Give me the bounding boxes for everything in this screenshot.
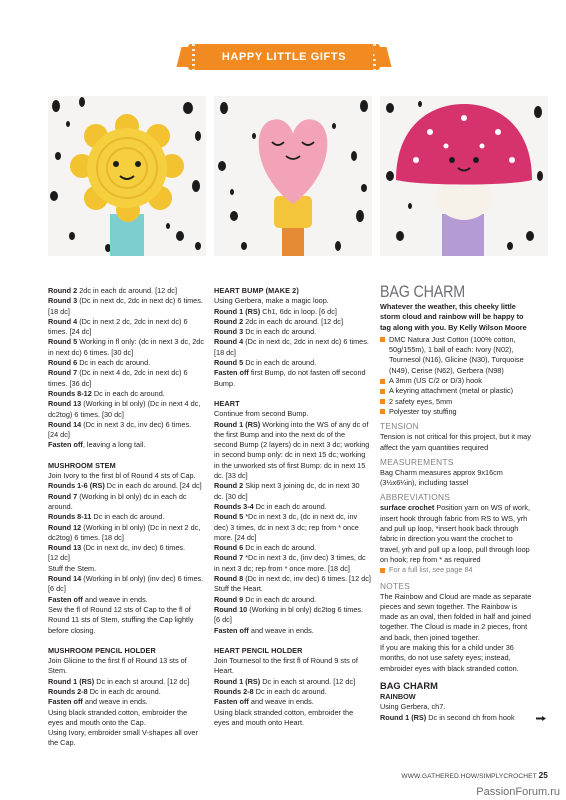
instruction-line — [214, 708, 372, 718]
instruction-line — [214, 502, 372, 512]
instruction-text: Using black stranded cotton, embroider the — [214, 707, 354, 717]
instruction-text: dc. [30 dc] — [214, 491, 248, 501]
instruction-text: Ch1, 6dc in loop. [6 dc] — [260, 306, 337, 316]
text-line: together. The Cloud is made in 2 pieces, front — [380, 622, 528, 632]
instruction-line — [48, 564, 206, 574]
instruction-line — [48, 626, 206, 636]
material-item — [380, 386, 546, 396]
text-line: (3½x6¼in), including tassel — [380, 478, 469, 488]
instruction-line — [380, 534, 546, 544]
instruction-line — [48, 738, 206, 748]
bag-charm-title: BAG CHARM — [380, 282, 465, 301]
instruction-text: and weave in ends. — [248, 697, 314, 707]
instruction-line — [214, 307, 372, 317]
instruction-label: Rounds 2-8 — [214, 686, 254, 696]
instruction-line — [214, 687, 372, 697]
instruction-text: Join Ivory to the first bl of Round 4 sts of Cap. — [48, 471, 196, 481]
instruction-text: Dc in each dc around. — [253, 686, 327, 696]
instruction-text: [6 dc] — [48, 584, 66, 594]
instruction-text: Dc in each dc around. — [243, 594, 317, 604]
instruction-line — [48, 389, 206, 399]
abbreviations-link[interactable]: For a full list, see page 84 — [380, 565, 546, 575]
instruction-line — [214, 595, 372, 605]
material-item — [380, 376, 546, 386]
measurements-heading: MEASUREMENTS — [380, 456, 454, 467]
instruction-text: Join Tournesol to the first fl of Round 9 sts of — [214, 656, 358, 666]
instruction-text: [6 dc] — [214, 615, 232, 625]
instruction-line — [214, 461, 372, 471]
instruction-text: [24 dc] — [48, 430, 70, 440]
instruction-text: (Dc in next 3 dc, inv dec) 6 times. — [81, 419, 192, 429]
instruction-line — [48, 553, 206, 563]
instruction-label: Round 1 (RS) — [214, 676, 261, 686]
instruction-text: in next dc) 6 times. [30 dc] — [48, 347, 134, 357]
spacer — [48, 451, 206, 461]
instruction-text: (Working in bl only) dc2tog 6 times. — [247, 604, 364, 614]
text-line: The Rainbow and Cloud are made as separate — [380, 591, 532, 601]
instruction-text: dc2tog) 6 times. [30 dc] — [48, 409, 124, 419]
instruction-text: and weave in ends. — [82, 697, 148, 707]
material-item — [380, 397, 546, 407]
instruction-line — [48, 605, 206, 615]
instruction-text: (Working in bl only) (inv dec) 6 times. — [81, 574, 204, 584]
instruction-line — [48, 687, 206, 697]
page-number: 25 — [538, 770, 548, 780]
instruction-line — [214, 553, 372, 563]
instruction-label: Round 7 — [214, 553, 244, 563]
instruction-label: Fasten off — [48, 440, 83, 450]
instruction-line — [48, 543, 206, 553]
instruction-text: and weave in ends. — [248, 625, 314, 635]
instruction-text: *Dc in next 3 dc, (dc in next dc, inv — [243, 512, 358, 522]
instruction-text: Working in fl only: (dc in next 3 dc, 2dc — [77, 337, 204, 347]
instruction-line — [214, 533, 372, 543]
instruction-text: *Dc in next 3 dc, (inv dec) 3 times, dc — [243, 553, 366, 563]
instruction-text: Dc in each dc around. [24 dc] — [104, 481, 202, 491]
instruction-text: fabric in direction you want the crochet to — [380, 534, 513, 544]
instruction-line — [48, 430, 206, 440]
instruction-text: second Bump (2 layers) dc in next 3 dc; working — [214, 440, 370, 450]
instruction-line — [48, 399, 206, 409]
instruction-text: more. [24 dc] — [214, 532, 257, 542]
instruction-line — [214, 409, 372, 419]
instruction-text: dec) 3 times, dc in next 3 dc; rep from * once — [214, 522, 359, 532]
instruction-line — [214, 718, 372, 728]
instruction-line — [380, 555, 546, 565]
instruction-text: Dc in each dc around. — [243, 327, 317, 337]
instruction-label: Fasten off — [48, 697, 83, 707]
instruction-line — [380, 514, 546, 524]
instruction-label: Round 8 — [214, 574, 244, 584]
instruction-line — [48, 337, 206, 347]
section-heading: HEART — [214, 398, 240, 408]
page-footer — [380, 770, 548, 780]
instruction-line — [214, 697, 372, 707]
instruction-text: (Dc in next 4 dc, 2dc in next dc) 6 — [77, 368, 188, 378]
instruction-line — [380, 702, 546, 712]
instruction-line — [48, 410, 206, 420]
instruction-line — [214, 430, 372, 440]
instruction-line — [380, 524, 546, 534]
instruction-line — [214, 450, 372, 460]
instruction-line — [48, 379, 206, 389]
instruction-line — [214, 420, 372, 430]
instruction-text: (Working in bl only) (Dc in next 4 dc, — [81, 399, 201, 409]
material-line: Tournesol (N16), Glicine (N30), Turquoise — [389, 355, 524, 365]
instruction-label: Round 1 (RS) — [48, 676, 95, 686]
instruction-text: (Dc in next dc, 2dc in next dc) 6 times. — [77, 296, 203, 306]
instruction-label: Round 1 (RS) — [214, 306, 261, 316]
instruction-text: (Dc in next dc, inv dec) 6 times. — [81, 543, 186, 553]
abbreviations-heading: ABBREVIATIONS — [380, 492, 451, 503]
footer-url[interactable]: WWW.GATHERED.HOW/SIMPLYCROCHET — [401, 773, 537, 780]
instruction-text: on hook; rep from * as required — [380, 554, 481, 564]
instruction-label: Rounds 2-8 — [48, 686, 88, 696]
instruction-label: Round 10 — [214, 604, 248, 614]
material-line: DMC Natura Just Cotton (100% cotton, — [389, 334, 516, 344]
instruction-text: Position yarn on WS of work, — [434, 503, 531, 513]
text-line: pieces and sewn together. The Rainbow is — [380, 601, 517, 611]
instruction-line — [214, 471, 372, 481]
instruction-text: times. [36 dc] — [48, 378, 92, 388]
instruction-text: Dc in each dc around. — [91, 512, 165, 522]
instruction-line — [48, 584, 206, 594]
spacer — [214, 636, 372, 646]
instruction-line — [48, 708, 206, 718]
instruction-line — [48, 440, 206, 450]
instruction-line — [48, 327, 206, 337]
instruction-line — [48, 718, 206, 728]
notes-text — [380, 592, 546, 674]
section-heading: MUSHROOM PENCIL HOLDER — [48, 645, 156, 655]
instruction-line — [214, 677, 372, 687]
tension-text — [380, 432, 546, 453]
instruction-label: Round 2 — [48, 286, 78, 295]
text-line: affect the yarn quantities required — [380, 442, 489, 452]
instruction-text: in second bump only: dc in next 15 dc; working — [214, 450, 366, 460]
instruction-text: in next 3 dc; rep from * once more. [18 dc] — [214, 563, 350, 573]
instruction-line — [214, 512, 372, 522]
instruction-line — [214, 626, 372, 636]
instruction-line — [48, 307, 206, 317]
instruction-text: and weave in ends. — [82, 594, 148, 604]
instruction-line — [48, 471, 206, 481]
continue-arrow-icon — [536, 716, 546, 721]
text-line: embroider eyes with black stranded cotton. — [380, 663, 519, 673]
text-line: Tension is not critical for this project, but it may — [380, 432, 531, 442]
column-1-pattern — [48, 286, 206, 749]
text-line: Whatever the weather, this cheeky little — [380, 302, 516, 311]
instruction-label: Round 2 — [214, 481, 244, 491]
instruction-line — [48, 502, 206, 512]
instruction-line — [380, 545, 546, 555]
instruction-label: Rounds 8-11 — [48, 512, 92, 522]
instruction-line — [214, 296, 372, 306]
instruction-line — [214, 584, 372, 594]
instruction-text: in the unworked sts of first Bump: dc in next 15 — [214, 460, 366, 470]
instruction-line — [48, 368, 206, 378]
material-item — [380, 335, 546, 376]
column-2-pattern — [214, 286, 372, 728]
instruction-line — [214, 656, 372, 666]
instruction-text: Dc in each dc around. — [253, 501, 327, 511]
instruction-line — [214, 543, 372, 553]
instruction-text: Dc in each st around. [12 dc] — [260, 676, 356, 686]
text-line: months, do not use safety eyes; instead, — [380, 653, 511, 663]
instruction-label: Fasten off — [214, 368, 249, 378]
instruction-line — [214, 317, 372, 327]
instruction-line — [48, 615, 206, 625]
instruction-line — [48, 420, 206, 430]
instruction-label: Round 3 — [48, 296, 78, 306]
materials-list — [380, 335, 546, 417]
instruction-line — [48, 533, 206, 543]
instruction-text: [18 dc] — [48, 306, 70, 316]
photo-strip — [48, 96, 548, 256]
instruction-line — [214, 574, 372, 584]
instruction-text: (Working in bl only) dc in each dc — [77, 491, 187, 501]
instruction-text: Working into the WS of any dc of — [260, 419, 369, 429]
instruction-text: 2dc in each dc around. [12 dc] — [243, 316, 343, 326]
material-line: (N49), Cerise (N62), Gerbera (N98) — [389, 365, 504, 375]
instruction-line — [214, 666, 372, 676]
instruction-text: Dc in each dc around. — [77, 358, 151, 368]
instruction-text: Round 11 sts of Stem, stuffing the Cap lightly — [48, 615, 194, 625]
instruction-text: times. [24 dc] — [48, 327, 92, 337]
material-item — [380, 407, 546, 417]
instruction-line — [48, 656, 206, 666]
instruction-line — [48, 523, 206, 533]
instruction-line — [48, 728, 206, 738]
instruction-line — [48, 697, 206, 707]
instruction-label: Round 14 — [48, 419, 82, 429]
instruction-text: and pull up loop, *insert hook back through — [380, 524, 519, 534]
instruction-line — [48, 595, 206, 605]
instruction-text: (Dc in next dc, inv dec) 6 times. [12 dc] — [243, 574, 371, 584]
measurements-text — [380, 468, 546, 489]
instruction-text: 2dc in each dc around. [12 dc] — [77, 286, 177, 295]
section-heading: HEART PENCIL HOLDER — [214, 645, 303, 655]
material-line: 2 safety eyes, 5mm — [389, 396, 453, 406]
instruction-label: Round 1 (RS) — [214, 419, 261, 429]
heart-pencil-topper-photo — [214, 96, 372, 256]
instruction-label: Round 2 — [214, 316, 244, 326]
instruction-text: Heart. — [214, 666, 234, 676]
rainbow-heading: RAINBOW — [380, 691, 416, 701]
instruction-label: Round 5 — [214, 358, 244, 368]
instruction-line — [380, 713, 546, 723]
instruction-label: Rounds 1-6 (RS) — [48, 481, 105, 491]
instruction-label: Round 13 — [48, 543, 82, 553]
sun-pencil-topper-photo — [48, 96, 206, 256]
pattern-heading: BAG CHARM — [380, 680, 438, 691]
material-line: A keyring attachment (metal or plastic) — [389, 386, 514, 396]
instruction-line — [214, 327, 372, 337]
rainbow-pattern-text — [380, 702, 546, 723]
instruction-label: surface crochet — [380, 503, 435, 513]
instruction-text: travel, yrh and pull up a loop, pull through loop — [380, 544, 530, 554]
instruction-line — [214, 481, 372, 491]
instruction-text: Using Gerbera, ch7. — [380, 702, 446, 712]
instruction-line — [214, 358, 372, 368]
instruction-line — [214, 523, 372, 533]
instruction-line — [214, 605, 372, 615]
instruction-line — [214, 440, 372, 450]
instruction-label: Round 4 — [214, 337, 244, 347]
instruction-line — [48, 574, 206, 584]
instruction-line — [48, 677, 206, 687]
instruction-label: Fasten off — [48, 594, 83, 604]
instruction-label: Round 5 — [214, 512, 244, 522]
collection-banner — [0, 44, 566, 89]
instruction-label: Round 13 — [48, 399, 82, 409]
instruction-text: eyes and mouth onto the Cap. — [48, 717, 146, 727]
instruction-line — [48, 481, 206, 491]
instruction-text: Stuff the Stem. — [48, 563, 97, 573]
instruction-text: Sew the fl of Round 12 sts of Cap to the fl of — [48, 604, 191, 614]
instruction-label: Round 3 — [214, 327, 244, 337]
instruction-text: Bump. — [214, 378, 236, 388]
instruction-text: before closing. — [48, 625, 96, 635]
instruction-line — [214, 615, 372, 625]
material-line: Polyester toy stuffing — [389, 406, 457, 416]
instruction-line — [48, 348, 206, 358]
instruction-text: Join Glicine to the first fl of Round 13 sts of — [48, 656, 187, 666]
instruction-label: Round 1 (RS) — [380, 712, 427, 722]
instruction-text: insert hook through fabric from RS to WS, yrh — [380, 513, 528, 523]
instruction-label: Rounds 8-12 — [48, 388, 92, 398]
instruction-line — [214, 379, 372, 389]
text-line: and back, then joined together. — [380, 632, 480, 642]
instruction-text: Dc in each dc around. — [243, 358, 317, 368]
material-line: 50g/155m), 1 ball of each: Ivory (N02), — [389, 345, 514, 355]
instruction-line — [214, 348, 372, 358]
instruction-text: [12 dc] — [48, 553, 70, 563]
instruction-label: Round 6 — [48, 358, 78, 368]
instruction-line — [48, 286, 206, 296]
abbreviations-text — [380, 503, 546, 565]
instruction-text: Dc in second ch from hook — [426, 712, 515, 722]
instruction-text: Using Ivory, embroider small V-shapes all over — [48, 728, 198, 738]
instruction-text: Skip next 3 joining dc, dc in next 30 — [243, 481, 360, 491]
column-3-bag-charm — [380, 282, 546, 723]
instruction-text: eyes and mouth onto Heart. — [214, 717, 305, 727]
instruction-text: the Cap. — [48, 738, 76, 748]
notes-heading: NOTES — [380, 580, 411, 591]
instruction-line — [48, 317, 206, 327]
instruction-label: Round 7 — [48, 491, 78, 501]
instruction-label: Rounds 3-4 — [214, 501, 254, 511]
instruction-text: Dc in each dc around. — [87, 686, 161, 696]
text-line: storm cloud and rainbow will be happy to — [380, 312, 524, 322]
section-heading: HEART BUMP (MAKE 2) — [214, 286, 299, 295]
instruction-label: Round 6 — [214, 543, 244, 553]
instruction-line — [48, 296, 206, 306]
text-line: tag along with you. By Kelly Wilson Moore — [380, 322, 527, 332]
instruction-line — [214, 337, 372, 347]
instruction-label: Fasten off — [214, 697, 249, 707]
bag-charm-intro — [380, 302, 546, 333]
instruction-text: Stuff the Heart. — [214, 584, 263, 594]
text-line: made as an oval, then folded in half and joined — [380, 612, 531, 622]
tension-heading: TENSION — [380, 421, 419, 432]
banner-title: HAPPY LITTLE GIFTS COLLECTION — [221, 51, 347, 89]
section-heading: MUSHROOM STEM — [48, 460, 116, 470]
watermark: PassionForum.ru — [476, 786, 560, 798]
text-line: Bag Charm measures approx 9x16cm — [380, 467, 503, 477]
instruction-label: Round 12 — [48, 522, 82, 532]
instruction-line — [214, 564, 372, 574]
instruction-text: (Working in bl only) (Dc in next 2 dc, — [81, 522, 201, 532]
instruction-line — [48, 666, 206, 676]
collection-banner-label — [188, 44, 380, 89]
instruction-line — [48, 512, 206, 522]
spacer — [214, 389, 372, 399]
instruction-text: around. — [48, 501, 73, 511]
mushroom-pencil-topper-photo — [380, 96, 548, 256]
instruction-line — [214, 368, 372, 378]
instruction-text: Using Gerbera, make a magic loop. — [214, 296, 329, 306]
instruction-line — [380, 503, 546, 513]
instruction-text: [18 dc] — [214, 347, 236, 357]
instruction-text: dc. [33 dc] — [214, 471, 248, 481]
instruction-text: Dc in each dc around. — [243, 543, 317, 553]
instruction-text: Dc in each st around. [12 dc] — [94, 676, 190, 686]
instruction-text: Dc in each dc around. — [91, 388, 165, 398]
instruction-label: Round 4 — [48, 316, 78, 326]
instruction-text: dc2tog) 6 times. [18 dc] — [48, 532, 124, 542]
instruction-label: Round 5 — [48, 337, 78, 347]
instruction-label: Round 7 — [48, 368, 78, 378]
instruction-text: Using black stranded cotton, embroider the — [48, 707, 188, 717]
spacer — [48, 636, 206, 646]
text-line: If you are making this for a child under 36 — [380, 643, 514, 653]
instruction-text: Stem. — [48, 666, 68, 676]
instruction-text: , leaving a long tail. — [82, 440, 146, 450]
instruction-text: first Bump, do not fasten off second — [248, 368, 366, 378]
instruction-text: the first Bump and into the next dc of the — [214, 429, 346, 439]
material-line: A 3mm (US C/2 or D/3) hook — [389, 376, 482, 386]
instruction-text: Continue from second Bump. — [214, 409, 309, 419]
instruction-text: (Dc in next 2 dc, 2dc in next dc) 6 — [77, 316, 188, 326]
instruction-line — [48, 492, 206, 502]
instruction-label: Round 9 — [214, 594, 244, 604]
instruction-line — [214, 492, 372, 502]
instruction-label: Fasten off — [214, 625, 249, 635]
instruction-line — [48, 358, 206, 368]
instruction-text: (Dc in next dc, 2dc in next dc) 6 times. — [243, 337, 369, 347]
instruction-label: Round 14 — [48, 574, 82, 584]
